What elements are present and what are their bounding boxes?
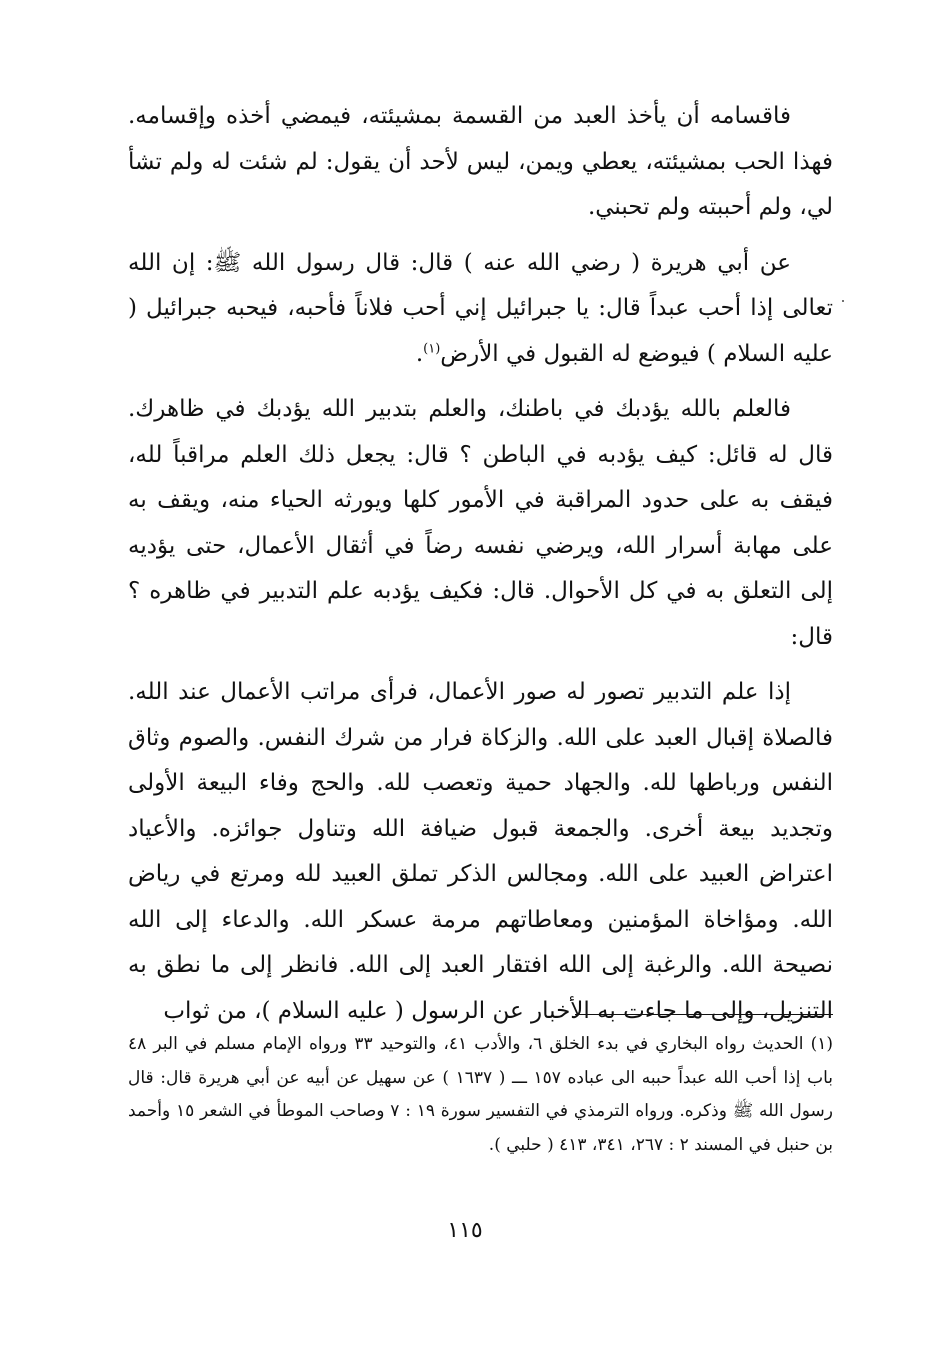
- footnote-separator: [575, 1014, 833, 1015]
- footnote-reference: (١): [423, 340, 441, 356]
- paragraph-3: فالعلم بالله يؤدبك في باطنك، والعلم بتدبير الله يؤدبك في ظاهرك. قال له قائل: كيف يؤدبه في الباطن ؟ قال: يجعل ذلك العلم مراقباً لله، فيقف به على حدود المراقبة في الأمور كلها ويورثه الحياء منه، ويقف به على مهابة أسرار الله، ويرضي نفسه رضاً في أثقال الأعمال، حتى يؤديه إلى التعلق به في كل الأحوال. قال: فكيف يؤدبه علم التدبير في ظاهره ؟ قال:: [128, 396, 833, 650]
- footnotes-section: [128, 1028, 833, 1162]
- paragraph-2-period: .: [415, 340, 424, 367]
- footnote-1: (١) الحديث رواه البخاري في بدء الخلق ٦، والأدب ٤١، والتوحيد ٣٣ ورواه الإمام مسلم في البر ٤٨ باب إذا أحب الله عبداً حببه الى عباده ١٥٧ ـــ ( ١٦٣٧ ) عن سهيل عن أبيه عن أبي هريرة قال: قال رسول الله ﷺ وذكره. ورواه الترمذي في التفسير سورة ١٩ : ٧ وصاحب الموطأ في الشعر ١٥ وأحمد بن حنبل في المسند ٢ : ٢٦٧، ٣٤١، ٤١٣ ( حلبي ).: [128, 1034, 834, 1155]
- main-text: [128, 94, 833, 1034]
- page-number: ١١٥: [447, 1218, 483, 1243]
- scan-speck: [842, 300, 844, 302]
- paragraph-2: [128, 241, 833, 378]
- paragraph-1: فاقسامه أن يأخذ العبد من القسمة بمشيئته، فيمضي أخذه وإقسامه. فهذا الحب بمشيئته، يعطي ويمن، ليس لأحد أن يقول: لم شئت له ولم تشأ لي، ولم أحببته ولم تحبني.: [128, 103, 833, 220]
- paragraph-4: إذا علم التدبير تصور له صور الأعمال، فرأى مراتب الأعمال عند الله. فالصلاة إقبال العبد على الله. والزكاة فرار من شرك النفس. والصوم وثاق النفس ورباطها لله. والجهاد حمية وتعصب لله. والحج وفاء البيعة الأولى وتجديد بيعة أخرى. والجمعة قبول ضيافة الله وتناول جوائزه. والأعياد اعتراض العبيد على الله. ومجالس الذكر تملق العبيد لله ومرتع في رياض الله. ومؤاخاة المؤمنين ومعاطاتهم مرمة عسكر الله. والدعاء إلى الله نصيحة الله. والرغبة إلى الله افتقار العبد إلى الله. فانظر إلى ما نطق به التنزيل، وإلى ما جاءت به الأخبار عن الرسول ( عليه السلام )، من ثواب: [128, 679, 833, 1024]
- paragraph-2-text: عن أبي هريرة ( رضي الله عنه ) قال: قال رسول الله ﷺ: إن الله تعالى إذا أحب عبداً قال: يا جبرائيل إني أحب فلاناً فأحبه، فيحبه جبرائيل ( عليه السلام ) فيوضع له القبول في الأرض: [128, 249, 833, 367]
